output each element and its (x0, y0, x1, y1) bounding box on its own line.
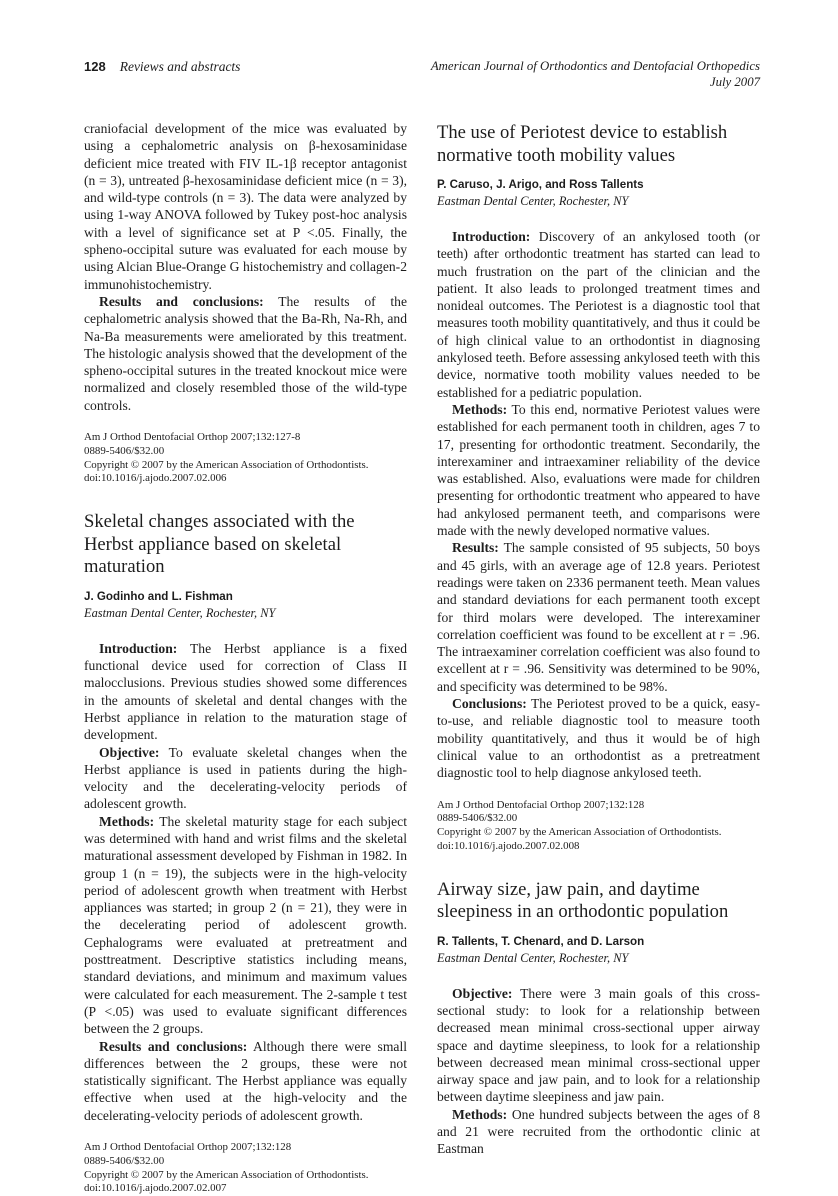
paragraph-label: Results and conclusions: (99, 1038, 248, 1054)
two-column-layout (84, 120, 760, 1196)
paragraph-text: Although there were small differences between the 2 groups, these were not statistically significant. The Herbst appliance was equally effective when used at the high-velocity and the decelerating-velocity periods of adolescent growth. (84, 1038, 407, 1123)
running-head (84, 58, 760, 90)
left-column (84, 120, 407, 1196)
citation-reference: Am J Orthod Dentofacial Orthop 2007;132:128 (84, 1141, 292, 1154)
citation-block (84, 431, 407, 486)
abstract-paragraph-methods (84, 813, 407, 1038)
right-column (437, 120, 760, 1196)
citation-copyright: Copyright © 2007 by the American Association of Orthodontists. (84, 458, 369, 471)
paragraph-label: Conclusions: (452, 696, 527, 712)
running-head-left (84, 58, 240, 76)
abstract-paragraph-results-conclusions (84, 1038, 407, 1124)
paragraph-label: Results: (452, 540, 499, 556)
paragraph-label: Introduction: (99, 640, 178, 656)
affiliation-airway: Eastman Dental Center, Rochester, NY (437, 950, 629, 965)
paragraph-label: Introduction: (452, 229, 531, 244)
affiliation-periotest: Eastman Dental Center, Rochester, NY (437, 194, 629, 208)
citation-doi: doi:10.1016/j.ajodo.2007.02.008 (437, 839, 580, 852)
citation-block (84, 1141, 407, 1196)
paragraph-text: The skeletal maturity stage for each subject was determined with hand and wrist films and the skeletal maturational assessment developed by Fishman in 1982. In group 1 (n = 19), the subjects were in the high-velocity period of adolescent growth when treatment with Herbst appliances was started; in group 2 (n = 21), they were in the decelerating period of adolescent growth. Cephalograms were evaluated at pretreatment and posttreatment. Descriptive statistics including means, standard deviations, and minimum and maximum values were calculated for each measurement. The 2-sample t test (P <.05) was used to evaluate significant differences between the 2 groups. (84, 813, 407, 1037)
citation-block (437, 799, 760, 854)
paragraph-text: To this end, normative Periotest values were established for each permanent tooth in children, ages 7 to 17, presenting for orthodontic treatment. Secondarily, the interexaminer and intraexaminer reliability of the device was established. Also, evaluations were made for children presenting for orthodontic treatment who appeared to have had ankylosed permanent teeth, and comparisons were made with the newly developed normative values. (437, 401, 761, 539)
paragraph-text: The Periotest proved to be a quick, easy-to-use, and reliable diagnostic tool to measure tooth mobility quantitatively, and thus it would be of high clinical value to an orthodontist as a pretreatment diagnostic tool to help diagnose ankylosed teeth. (437, 696, 760, 781)
citation-reference: Am J Orthod Dentofacial Orthop 2007;132:128 (437, 798, 645, 811)
page-number: 128 (84, 59, 106, 74)
abstract-paragraph-objective (84, 744, 407, 813)
article-title-herbst: Skeletal changes associated with the Herbst appliance based on skeletal maturation (84, 511, 355, 578)
journal-title: American Journal of Orthodontics and Dentofacial Orthopedics (430, 59, 760, 73)
paragraph-label: Methods: (99, 813, 155, 829)
paragraph-text: To evaluate skeletal changes when the Herbst appliance is used in patients during the high-velocity and the decelerating-velocity periods of adolescent growth. (84, 744, 407, 812)
paragraph-label: Results and conclusions: (99, 293, 264, 309)
paragraph-text: The results of the cephalometric analysis showed that the Ba-Rh, Na-Rh, and Na-Ba measurements were ameliorated by this treatment. The histologic analysis showed that the development of the spheno-occipital sutures in the treated knockout mice were normalized and closely resembled those of the wild-type controls. (84, 293, 407, 413)
paragraph-text: The Herbst appliance is a fixed functional device used for correction of Class II malocclusions. Previous studies showed some differences in the amounts of skeletal and dental changes with the Herbst appliance in relation to the maturation stage of development. (84, 640, 408, 743)
running-head-right (431, 58, 760, 90)
issue-date: July 2007 (709, 75, 760, 89)
abstract-paragraph-introduction (437, 228, 760, 401)
citation-doi: doi:10.1016/j.ajodo.2007.02.006 (84, 472, 227, 485)
paragraph-label: Objective: (99, 744, 160, 760)
citation-issn-price: 0889-5406/$32.00 (437, 812, 518, 825)
article-title-airway: Airway size, jaw pain, and daytime sleepiness in an orthodontic population (437, 878, 729, 923)
authors-airway: R. Tallents, T. Chenard, and D. Larson (437, 934, 645, 948)
paragraph-label: Methods: (452, 401, 508, 417)
affiliation-herbst: Eastman Dental Center, Rochester, NY (84, 605, 276, 620)
abstract-paragraph-introduction (84, 640, 407, 744)
citation-reference: Am J Orthod Dentofacial Orthop 2007;132:127-8 (84, 431, 301, 444)
authors-herbst: J. Godinho and L. Fishman (84, 589, 233, 603)
abstract-paragraph-continuation (84, 120, 407, 293)
abstract-paragraph-results (437, 539, 760, 695)
authors-periotest: P. Caruso, J. Arigo, and Ross Tallents (437, 178, 644, 191)
citation-issn-price: 0889-5406/$32.00 (84, 1154, 165, 1167)
paragraph-label: Objective: (452, 985, 513, 1001)
citation-copyright: Copyright © 2007 by the American Association of Orthodontists. (437, 826, 722, 839)
abstract-paragraph-conclusions (437, 695, 760, 781)
abstract-paragraph-methods (437, 401, 760, 539)
abstract-paragraph-results (84, 293, 407, 414)
article-title-periotest: The use of Periotest device to establish normative tooth mobility values (437, 122, 728, 166)
citation-doi: doi:10.1016/j.ajodo.2007.02.007 (84, 1182, 227, 1195)
paragraph-text: The sample consisted of 95 subjects, 50 boys and 45 girls, with an average age of 12.8 years. Periotest readings were taken on 2336 permanent teeth. Mean values and standard deviations for each permanent tooth except for third molars were developed. The interexaminer correlation coefficient was found to be excellent at r = .96. The intraexaminer correlation coefficient was also found to excellent at r = .96. Sensitivity was determined to be 90%, and specificity was determined to be 98%. (437, 540, 761, 694)
citation-issn-price: 0889-5406/$32.00 (84, 444, 165, 457)
paragraph-text: One hundred subjects between the ages of 8 and 21 were recruited from the orthodontic clinic at Eastman (437, 1106, 760, 1157)
abstract-paragraph-objective (437, 985, 760, 1106)
paragraph-text: Discovery of an ankylosed tooth (or teeth) after orthodontic treatment has started can lead to much frustration on the part of the clinician and the patient. It also leads to prolonged treatment times and nonideal outcomes. The Periotest is a diagnostic tool that measures tooth mobility quantitatively, and thus it could be of high clinical value to an orthodontist in diagnosing ankylosed teeth. Before assessing ankylosed teeth with this device, normative tooth mobility values needed to be established for a pediatric population. (437, 229, 760, 400)
paragraph-label: Methods: (452, 1106, 508, 1122)
abstract-paragraph-methods-truncated (437, 1106, 760, 1158)
paragraph-text: craniofacial development of the mice was evaluated by using a cephalometric analysis on β-hexosaminidase deficient mice treated with FIV IL-1β receptor antagonist (n = 3), untreated β-hexosaminidase deficient mice (n = 3), and wild-type controls (n = 3). The data were analyzed by using 1-way ANOVA followed by Tukey post-hoc analysis with a level of significance set at P <.05. Finally, the spheno-occipital suture was evaluated for each mouse by using Alcian Blue-Orange G histochemistry and collagen-2 immunohistochemistry. (84, 121, 407, 292)
citation-copyright: Copyright © 2007 by the American Association of Orthodontists. (84, 1168, 369, 1181)
section-title: Reviews and abstracts (119, 59, 241, 74)
paragraph-text: There were 3 main goals of this cross-sectional study: to look for a relationship between decreased mean minimal cross-sectional upper airway space and daytime sleepiness, to look for a relationship between decreased mean minimal cross-sectional upper airway space and jaw pain, and to look for a relationship between daytime sleepiness and jaw pain. (437, 985, 761, 1105)
